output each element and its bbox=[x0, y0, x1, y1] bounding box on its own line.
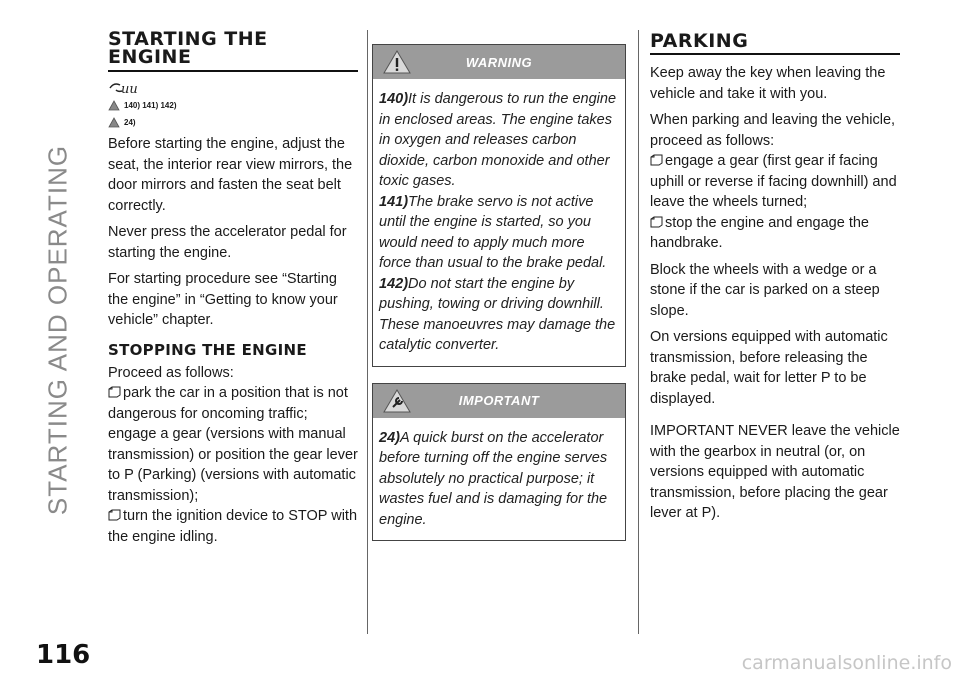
column-notices bbox=[372, 44, 626, 557]
warning-refs bbox=[108, 100, 358, 111]
important-title: IMPORTANT bbox=[458, 393, 540, 408]
bullet-box-icon bbox=[650, 154, 663, 166]
warning-item: 142)Do not start the engine by pushing, towing or driving downhill. These manoeuvres may damage the catalytic converter. bbox=[379, 275, 616, 353]
parking-bullet-1: engage a gear (first gear if facing uphill or reverse if facing downhill) and leave the wheels turned; bbox=[650, 153, 897, 210]
warning-title: WARNING bbox=[465, 54, 533, 70]
parking-paragraph-1: Keep away the key when leaving the vehicle and take it with you. bbox=[650, 65, 886, 102]
parking-paragraph-5: IMPORTANT NEVER leave the vehicle with the gearbox in neutral (or, on versions equipped with automatic transmission, before placing the gear lever at P). bbox=[650, 423, 900, 521]
bullet-box-icon bbox=[108, 509, 121, 521]
page-number: 116 bbox=[36, 640, 91, 670]
parking-paragraph-4: On versions equipped with automatic transmission, before releasing the brake pedal, wait for letter P to be displayed. bbox=[650, 329, 888, 407]
important-item: 24)A quick burst on the accelerator before turning off the engine serves absolutely no practical purpose; it wastes fuel and is damaging for the engine. bbox=[379, 429, 608, 528]
svg-text:uu: uu bbox=[121, 82, 138, 96]
starting-paragraph-2: Never press the accelerator pedal for starting the engine. bbox=[108, 224, 347, 261]
eco-icon bbox=[108, 78, 358, 98]
warning-header bbox=[373, 45, 625, 79]
section-title-starting: STARTING THE ENGINE bbox=[108, 30, 358, 72]
wrench-triangle-icon bbox=[383, 389, 411, 413]
starting-paragraph-3: For starting procedure see “Starting the engine” in “Getting to know your vehicle” chapter. bbox=[108, 271, 338, 328]
important-wrench-icon bbox=[108, 117, 120, 128]
bullet-box-icon bbox=[108, 386, 121, 398]
important-box bbox=[372, 383, 626, 542]
footer-watermark: carmanualsonline.info bbox=[741, 652, 952, 674]
parking-paragraph-2: When parking and leaving the vehicle, proceed as follows: bbox=[650, 112, 896, 149]
parking-paragraph-3: Block the wheels with a wedge or a stone if the car is parked on a steep slope. bbox=[650, 261, 880, 319]
warning-ref-numbers: 140) 141) 142) bbox=[124, 101, 177, 110]
column-divider bbox=[638, 30, 639, 634]
warning-body bbox=[373, 79, 625, 366]
column-divider bbox=[367, 30, 368, 634]
important-header bbox=[373, 384, 625, 418]
important-ref-numbers: 24) bbox=[124, 118, 136, 127]
parking-bullet-2: stop the engine and engage the handbrake. bbox=[650, 214, 869, 251]
stopping-intro: Proceed as follows: bbox=[108, 364, 234, 381]
warning-item: 140)It is dangerous to run the engine in enclosed areas. The engine takes in oxygen and releases carbon dioxide, carbon monoxide and other toxic gases. bbox=[379, 91, 617, 189]
stopping-bullet-1: park the car in a position that is not dangerous for oncoming traffic; engage a gear (versions with manual transmission) or position the gear lever to P (Parking) (versions with automatic transmission); bbox=[108, 385, 358, 504]
important-refs bbox=[108, 117, 358, 128]
column-parking bbox=[650, 30, 900, 530]
warning-triangle-icon bbox=[108, 100, 120, 111]
side-section-title: STARTING AND OPERATING bbox=[42, 144, 73, 516]
important-body bbox=[373, 418, 625, 541]
section-title-parking: PARKING bbox=[650, 30, 900, 55]
column-starting bbox=[108, 30, 358, 553]
bullet-box-icon bbox=[650, 216, 663, 228]
section-title-stopping: STOPPING THE ENGINE bbox=[108, 340, 307, 359]
warning-item: 141)The brake servo is not active until the engine is started, so you would need to apply much more force than usual to the brake pedal. bbox=[379, 193, 607, 271]
stopping-bullet-2: turn the ignition device to STOP with the engine idling. bbox=[108, 508, 358, 545]
warning-box bbox=[372, 44, 626, 367]
warning-triangle-icon bbox=[383, 50, 411, 74]
starting-paragraph-1: Before starting the engine, adjust the seat, the interior rear view mirrors, the door mirrors and fasten the seat belt correctly. bbox=[108, 136, 353, 214]
